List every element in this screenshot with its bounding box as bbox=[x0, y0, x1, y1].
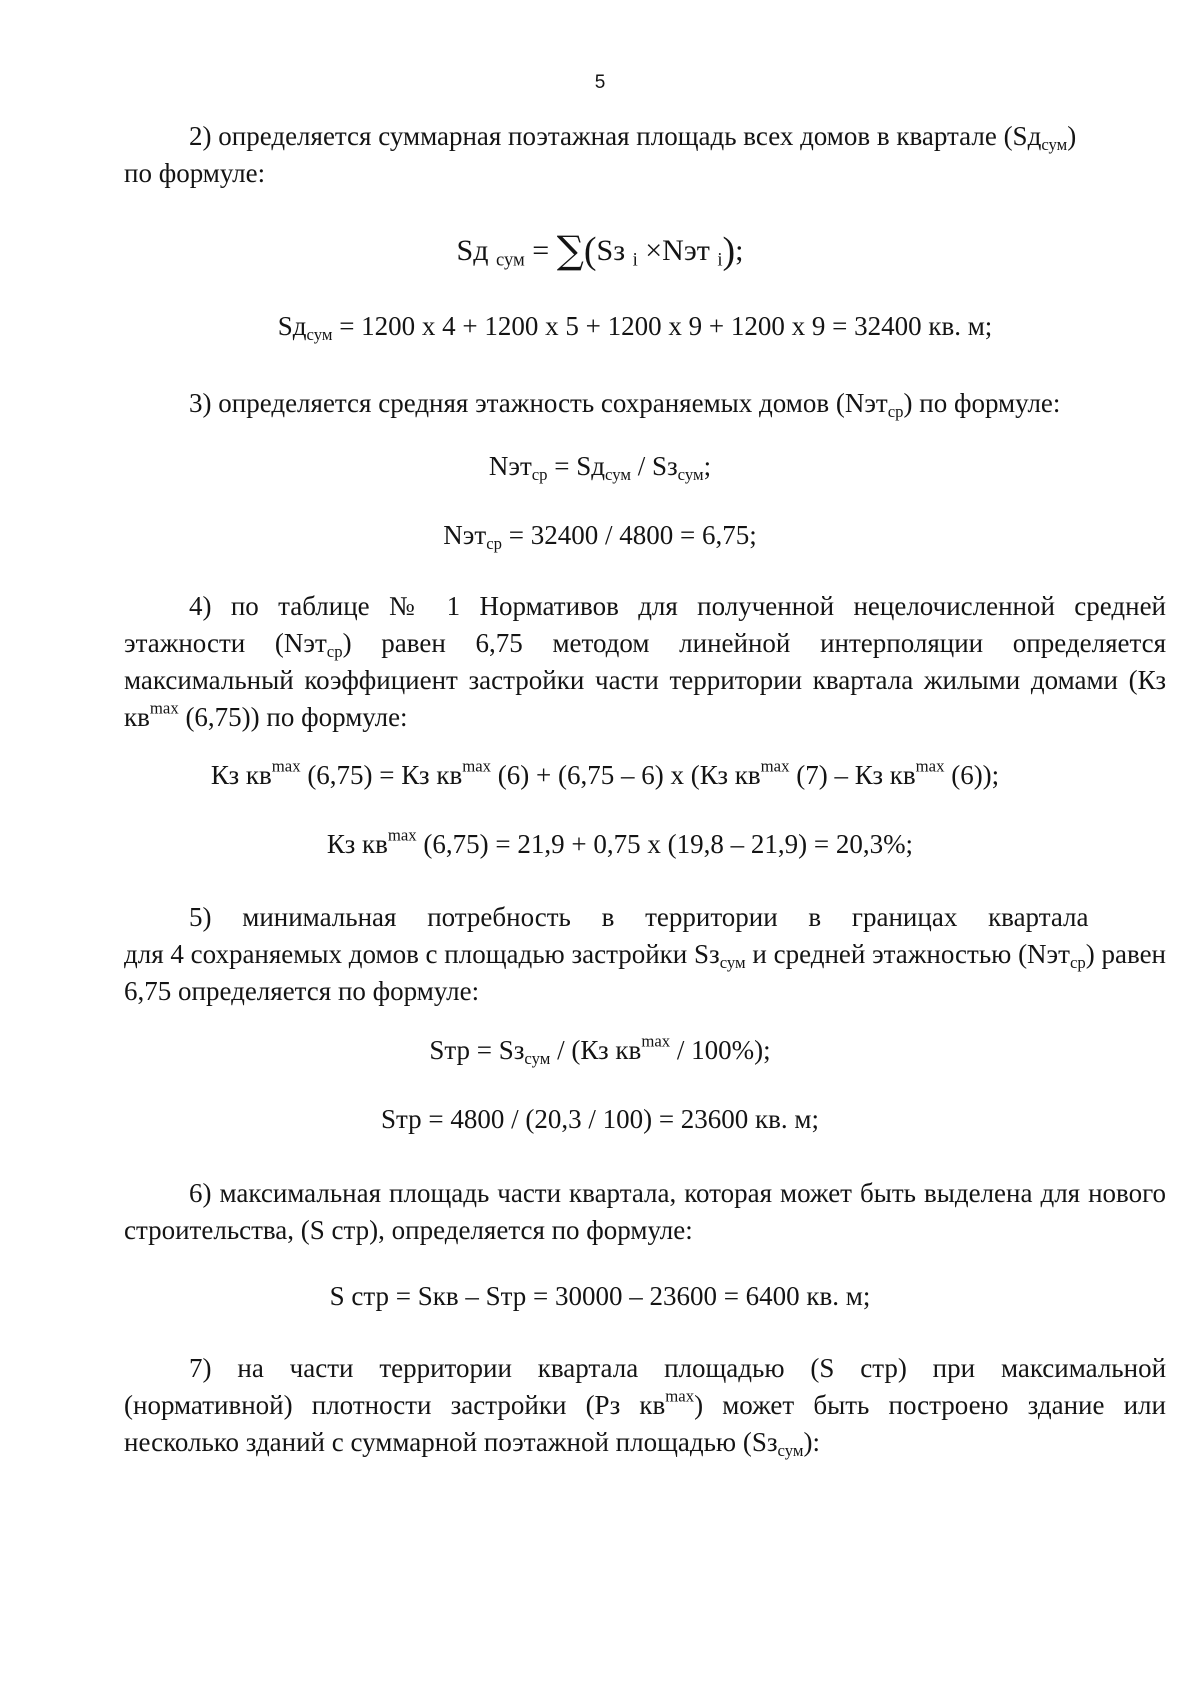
formula-end: / 100%); bbox=[670, 1035, 771, 1065]
paragraph-5 bbox=[124, 899, 1166, 1010]
formula-term: Nэт bbox=[662, 234, 710, 267]
subscript: сум bbox=[719, 953, 746, 973]
paragraph-text-end: ): bbox=[803, 1427, 820, 1457]
formula-term: / Sз bbox=[630, 451, 678, 481]
paragraph-text: по таблице № 1 Нормативов для полученной нецелочисленной средней этажности (Nэт bbox=[124, 591, 1166, 658]
superscript: max bbox=[149, 698, 179, 718]
paragraph-7 bbox=[124, 1350, 1166, 1461]
formula-rhs: (6,75) = 21,9 + 0,75 х (19,8 – 21,9) = 20,3%; bbox=[416, 829, 914, 859]
formula-term: Sд bbox=[456, 234, 489, 267]
subscript: сум bbox=[1041, 135, 1068, 155]
formula-term: Sз bbox=[596, 234, 626, 267]
paragraph-text-2: ) может быть построено здание или несколько зданий с суммарной поэтажной площадью (Sз bbox=[124, 1390, 1166, 1457]
close-paren: ) bbox=[722, 230, 736, 272]
formula-interpolation bbox=[0, 756, 1200, 791]
paragraph-number: 5) bbox=[189, 902, 212, 932]
paragraph-text: определяется средняя этажность сохраняемых домов (Nэт bbox=[218, 388, 888, 418]
formula-term: (7) – Кз кв bbox=[789, 760, 916, 790]
superscript: max bbox=[915, 756, 945, 776]
subscript: ср bbox=[1069, 953, 1086, 973]
superscript: max bbox=[641, 1031, 671, 1051]
formula-interpolation-values bbox=[0, 825, 1200, 860]
subscript: сум bbox=[605, 465, 631, 485]
formula-end: ; bbox=[703, 451, 712, 481]
formula-operator: × bbox=[645, 234, 663, 267]
formula-term: / (Кз кв bbox=[550, 1035, 642, 1065]
paragraph-4 bbox=[124, 588, 1166, 736]
page-number: 5 bbox=[594, 72, 606, 93]
formula-sum-floor-area bbox=[0, 228, 1200, 273]
formula-rhs: = 32400 / 4800 = 6,75; bbox=[501, 520, 757, 550]
subscript: ср bbox=[887, 402, 904, 422]
subscript: сум bbox=[677, 465, 704, 485]
paragraph-3 bbox=[124, 385, 1166, 422]
paragraph-number: 2) bbox=[189, 121, 212, 151]
paragraph-number: 7) bbox=[189, 1353, 212, 1383]
formula-term: Sтр = Sз bbox=[429, 1035, 525, 1065]
subscript: сум bbox=[495, 249, 525, 271]
formula-term: (6,75) = Кз кв bbox=[300, 760, 463, 790]
formula-required-territory bbox=[0, 1031, 1200, 1069]
formula-required-territory-values: Sтр = 4800 / (20,3 / 100) = 23600 кв. м; bbox=[380, 1104, 820, 1134]
paragraph-number: 4) bbox=[189, 591, 212, 621]
superscript: max bbox=[271, 756, 301, 776]
formula-term: Кз кв bbox=[210, 760, 272, 790]
paragraph-text-line1: минимальная потребность в территории в границах квартала bbox=[242, 902, 1089, 932]
paragraph-text-end: ) равен 6,75 определяется по формуле: bbox=[124, 939, 1166, 1006]
superscript: max bbox=[387, 825, 417, 845]
subscript: ср bbox=[486, 534, 502, 554]
subscript: i bbox=[632, 249, 638, 271]
paragraph-text: максимальная площадь части квартала, которая может быть выделена для нового строительства, (S стр), определяется по формуле: bbox=[124, 1178, 1166, 1245]
superscript: max bbox=[462, 756, 492, 776]
subscript: ср bbox=[326, 642, 343, 662]
formula-end: (6)); bbox=[944, 760, 1000, 790]
paragraph-number: 3) bbox=[189, 388, 212, 418]
paragraph-text-line2: по формуле: bbox=[124, 158, 266, 188]
formula-average-floors bbox=[0, 451, 1200, 485]
formula-term: Nэт bbox=[488, 451, 532, 481]
subscript: сум bbox=[524, 1049, 551, 1069]
formula-term: Sд bbox=[277, 311, 307, 341]
formula-sum-floor-area-values bbox=[0, 311, 1200, 345]
formula-term: (6) + (6,75 – 6) х (Кз кв bbox=[491, 760, 761, 790]
formula-end: ; bbox=[735, 234, 744, 267]
paragraph-text-2: и средней этажностью (Nэт bbox=[745, 939, 1070, 969]
superscript: max bbox=[760, 756, 790, 776]
subscript: сум bbox=[777, 1441, 804, 1461]
formula-term: Кз кв bbox=[326, 829, 388, 859]
paragraph-text-2: ) равен 6,75 методом линейной интерполяции определяется максимальный коэффициент застройки части территории квартала жилыми домами (Кз кв bbox=[124, 628, 1167, 732]
formula-term: Nэт bbox=[443, 520, 487, 550]
formula-operator: = bbox=[532, 234, 550, 267]
paragraph-text-end: ) по формуле: bbox=[903, 388, 1061, 418]
subscript: сум bbox=[306, 325, 333, 345]
paragraph-2 bbox=[124, 118, 1166, 192]
formula-average-floors-values bbox=[0, 520, 1200, 554]
paragraph-number: 6) bbox=[189, 1178, 212, 1208]
formula-rhs: = 1200 х 4 + 1200 х 5 + 1200 х 9 + 1200 х 9 = 32400 кв. м; bbox=[332, 311, 993, 341]
paragraph-text-end: ) bbox=[1067, 121, 1077, 151]
formula-new-construction-area: S стр = Sкв – Sтр = 30000 – 23600 = 6400 кв. м; bbox=[329, 1281, 871, 1311]
paragraph-6 bbox=[124, 1175, 1166, 1249]
paragraph-text: для 4 сохраняемых домов с площадью застройки Sз bbox=[124, 939, 720, 969]
subscript: ср bbox=[531, 465, 548, 485]
paragraph-text: определяется суммарная поэтажная площадь всех домов в квартале (Sд bbox=[218, 121, 1042, 151]
superscript: max bbox=[665, 1386, 695, 1406]
paragraph-text: на части территории квартала площадью (S стр) при максимальной (нормативной) плотности застройки (Pз кв bbox=[124, 1353, 1167, 1420]
open-paren: ( bbox=[583, 230, 597, 272]
subscript: i bbox=[717, 249, 723, 271]
sigma-symbol: ∑ bbox=[556, 228, 584, 272]
paragraph-text-end: (6,75)) по формуле: bbox=[178, 702, 408, 732]
formula-term: = Sд bbox=[547, 451, 606, 481]
